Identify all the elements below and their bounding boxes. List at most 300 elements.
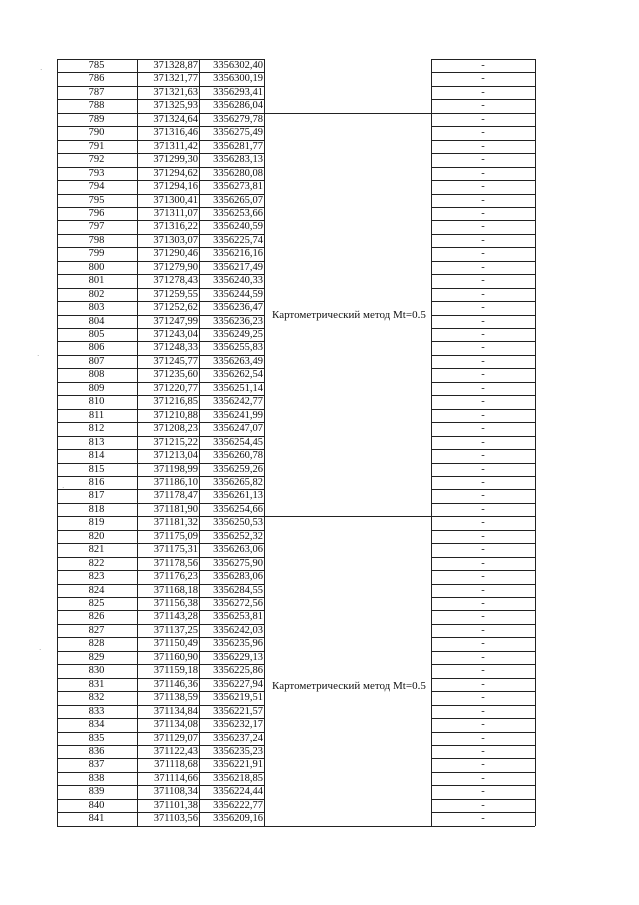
x-coordinate-cell: 371122,43 — [153, 745, 198, 757]
row-divider-line — [57, 86, 264, 87]
x-coordinate-cell: 371103,56 — [153, 813, 198, 825]
row-divider-line — [57, 799, 264, 800]
row-divider-line — [431, 476, 535, 477]
point-number-cell: 818 — [88, 503, 105, 515]
table-bottom-border — [264, 826, 431, 827]
row-divider-line — [57, 597, 264, 598]
point-number-cell: 819 — [88, 517, 105, 529]
note-cell: - — [481, 503, 485, 515]
row-divider-line — [431, 463, 535, 464]
y-coordinate-cell: 3356229,13 — [213, 651, 263, 663]
row-divider-line — [431, 86, 535, 87]
y-coordinate-cell: 3356240,59 — [213, 221, 263, 233]
x-coordinate-cell: 371181,90 — [153, 503, 198, 515]
note-cell: - — [481, 557, 485, 569]
y-coordinate-cell: 3356263,06 — [213, 544, 263, 556]
point-number-cell: 794 — [88, 181, 105, 193]
note-cell: - — [481, 624, 485, 636]
y-coordinate-cell: 3356224,44 — [213, 786, 263, 798]
x-coordinate-cell: 371311,42 — [153, 140, 198, 152]
point-number-cell: 788 — [88, 100, 105, 112]
row-divider-line — [431, 503, 535, 504]
scan-speck: · — [37, 352, 40, 360]
row-divider-line — [57, 610, 264, 611]
row-divider-line — [431, 570, 535, 571]
note-cell: - — [481, 799, 485, 811]
note-cell: - — [481, 544, 485, 556]
x-coordinate-cell: 371321,63 — [153, 86, 198, 98]
note-cell: - — [481, 181, 485, 193]
row-divider-line — [57, 543, 264, 544]
row-divider-line — [431, 153, 535, 154]
point-number-cell: 833 — [88, 705, 105, 717]
x-coordinate-cell: 371215,22 — [153, 436, 198, 448]
column-divider-line — [535, 59, 536, 826]
row-divider-line — [57, 826, 264, 827]
point-number-cell: 827 — [88, 624, 105, 636]
note-cell: - — [481, 154, 485, 166]
point-number-cell: 834 — [88, 719, 105, 731]
note-cell: - — [481, 813, 485, 825]
row-divider-line — [57, 530, 264, 531]
row-divider-line — [57, 167, 264, 168]
scan-speck: · — [40, 66, 43, 74]
point-number-cell: 789 — [88, 113, 105, 125]
y-coordinate-cell: 3356225,74 — [213, 234, 263, 246]
group-separator-line — [264, 113, 431, 114]
note-cell: - — [481, 261, 485, 273]
y-coordinate-cell: 3356250,53 — [213, 517, 263, 529]
x-coordinate-cell: 371159,18 — [153, 665, 198, 677]
row-divider-line — [57, 732, 264, 733]
row-divider-line — [431, 745, 535, 746]
point-number-cell: 835 — [88, 732, 105, 744]
row-divider-line — [57, 557, 264, 558]
y-coordinate-cell: 3356281,77 — [213, 140, 263, 152]
row-divider-line — [57, 382, 264, 383]
y-coordinate-cell: 3356227,94 — [213, 678, 263, 690]
y-coordinate-cell: 3356263,49 — [213, 355, 263, 367]
point-number-cell: 790 — [88, 127, 105, 139]
point-number-cell: 813 — [88, 436, 105, 448]
point-number-cell: 831 — [88, 678, 105, 690]
row-divider-line — [57, 422, 264, 423]
note-cell: - — [481, 517, 485, 529]
note-cell: - — [481, 355, 485, 367]
row-divider-line — [431, 395, 535, 396]
x-coordinate-cell: 371129,07 — [153, 732, 198, 744]
row-divider-line — [431, 637, 535, 638]
note-cell: - — [481, 207, 485, 219]
x-coordinate-cell: 371146,36 — [153, 678, 198, 690]
row-divider-line — [431, 584, 535, 585]
row-divider-line — [57, 368, 264, 369]
note-cell: - — [481, 611, 485, 623]
row-divider-line — [57, 409, 264, 410]
point-number-cell: 810 — [88, 396, 105, 408]
y-coordinate-cell: 3356265,07 — [213, 194, 263, 206]
y-coordinate-cell: 3356217,49 — [213, 261, 263, 273]
point-number-cell: 821 — [88, 544, 105, 556]
x-coordinate-cell: 371156,38 — [153, 598, 198, 609]
y-coordinate-cell: 3356242,77 — [213, 396, 263, 408]
x-coordinate-cell: 371248,33 — [153, 342, 198, 354]
row-divider-line — [431, 812, 535, 813]
note-cell: - — [481, 329, 485, 340]
y-coordinate-cell: 3356242,03 — [213, 624, 263, 636]
y-coordinate-cell: 3356273,81 — [213, 181, 263, 193]
point-number-cell: 808 — [88, 369, 105, 381]
note-cell: - — [481, 450, 485, 462]
x-coordinate-cell: 371278,43 — [153, 275, 198, 287]
row-divider-line — [431, 422, 535, 423]
note-cell: - — [481, 288, 485, 300]
row-divider-line — [431, 382, 535, 383]
row-divider-line — [431, 530, 535, 531]
row-divider-line — [431, 207, 535, 208]
y-coordinate-cell: 3356284,55 — [213, 584, 263, 596]
point-number-cell: 841 — [88, 813, 105, 825]
y-coordinate-cell: 3356283,13 — [213, 154, 263, 166]
note-cell: - — [481, 584, 485, 596]
x-coordinate-cell: 371108,34 — [153, 786, 198, 798]
y-coordinate-cell: 3356260,78 — [213, 450, 263, 462]
row-divider-line — [57, 301, 264, 302]
row-divider-line — [431, 140, 535, 141]
note-cell: - — [481, 127, 485, 139]
point-number-cell: 800 — [88, 261, 105, 273]
x-coordinate-cell: 371101,38 — [153, 799, 198, 811]
note-cell: - — [481, 719, 485, 731]
row-divider-line — [431, 705, 535, 706]
row-divider-line — [431, 691, 535, 692]
note-cell: - — [481, 234, 485, 246]
point-number-cell: 791 — [88, 140, 105, 152]
point-number-cell: 805 — [88, 329, 105, 340]
note-cell: - — [481, 342, 485, 354]
row-divider-line — [431, 557, 535, 558]
y-coordinate-cell: 3356236,23 — [213, 315, 263, 327]
scan-speck: · — [62, 484, 65, 492]
row-divider-line — [57, 436, 264, 437]
point-number-cell: 795 — [88, 194, 105, 206]
row-divider-line — [57, 207, 264, 208]
x-coordinate-cell: 371245,77 — [153, 355, 198, 367]
column-divider-line — [199, 59, 200, 826]
row-divider-line — [431, 341, 535, 342]
y-coordinate-cell: 3356216,16 — [213, 248, 263, 260]
point-number-cell: 825 — [88, 598, 105, 609]
y-coordinate-cell: 3356255,83 — [213, 342, 263, 354]
x-coordinate-cell: 371186,10 — [153, 476, 198, 488]
column-divider-line — [431, 59, 432, 826]
point-number-cell: 792 — [88, 154, 105, 166]
row-divider-line — [57, 126, 264, 127]
point-number-cell: 801 — [88, 275, 105, 287]
point-number-cell: 826 — [88, 611, 105, 623]
column-divider-line — [57, 59, 58, 826]
row-divider-line — [431, 315, 535, 316]
y-coordinate-cell: 3356254,66 — [213, 503, 263, 515]
note-cell: - — [481, 598, 485, 609]
y-coordinate-cell: 3356237,24 — [213, 732, 263, 744]
x-coordinate-cell: 371137,25 — [153, 624, 198, 636]
point-number-cell: 830 — [88, 665, 105, 677]
row-divider-line — [431, 194, 535, 195]
y-coordinate-cell: 3356272,56 — [213, 598, 263, 609]
point-number-cell: 824 — [88, 584, 105, 596]
x-coordinate-cell: 371294,16 — [153, 181, 198, 193]
row-divider-line — [431, 489, 535, 490]
row-divider-line — [57, 503, 264, 504]
row-divider-line — [431, 772, 535, 773]
group-separator-line — [264, 516, 431, 517]
y-coordinate-cell: 3356209,16 — [213, 813, 263, 825]
row-divider-line — [431, 651, 535, 652]
row-divider-line — [431, 288, 535, 289]
row-divider-line — [57, 705, 264, 706]
row-divider-line — [57, 812, 264, 813]
point-number-cell: 798 — [88, 234, 105, 246]
note-cell: - — [481, 692, 485, 704]
x-coordinate-cell: 371220,77 — [153, 382, 198, 394]
note-cell: - — [481, 409, 485, 421]
y-coordinate-cell: 3356249,25 — [213, 329, 263, 340]
y-coordinate-cell: 3356279,78 — [213, 113, 263, 125]
note-cell: - — [481, 786, 485, 798]
row-divider-line — [57, 341, 264, 342]
row-divider-line — [57, 516, 264, 517]
row-divider-line — [57, 745, 264, 746]
row-divider-line — [57, 489, 264, 490]
x-coordinate-cell: 371175,09 — [153, 530, 198, 542]
point-number-cell: 793 — [88, 167, 105, 179]
row-divider-line — [57, 624, 264, 625]
x-coordinate-cell: 371279,90 — [153, 261, 198, 273]
point-number-cell: 786 — [88, 73, 105, 85]
row-divider-line — [57, 315, 264, 316]
x-coordinate-cell: 371252,62 — [153, 302, 198, 314]
point-number-cell: 837 — [88, 759, 105, 771]
row-divider-line — [57, 328, 264, 329]
note-cell: - — [481, 678, 485, 690]
row-divider-line — [431, 72, 535, 73]
y-coordinate-cell: 3356261,13 — [213, 490, 263, 502]
row-divider-line — [431, 180, 535, 181]
y-coordinate-cell: 3356240,33 — [213, 275, 263, 287]
x-coordinate-cell: 371243,04 — [153, 329, 198, 340]
x-coordinate-cell: 371210,88 — [153, 409, 198, 421]
y-coordinate-cell: 3356265,82 — [213, 476, 263, 488]
x-coordinate-cell: 371299,30 — [153, 154, 198, 166]
row-divider-line — [57, 113, 264, 114]
row-divider-line — [431, 99, 535, 100]
x-coordinate-cell: 371176,23 — [153, 571, 198, 583]
row-divider-line — [57, 99, 264, 100]
row-divider-line — [431, 678, 535, 679]
note-cell: - — [481, 396, 485, 408]
note-cell: - — [481, 221, 485, 233]
point-number-cell: 823 — [88, 571, 105, 583]
note-cell: - — [481, 772, 485, 784]
x-coordinate-cell: 371143,28 — [153, 611, 198, 623]
note-cell: - — [481, 315, 485, 327]
y-coordinate-cell: 3356222,77 — [213, 799, 263, 811]
x-coordinate-cell: 371316,22 — [153, 221, 198, 233]
row-divider-line — [431, 826, 535, 827]
x-coordinate-cell: 371311,07 — [153, 207, 198, 219]
point-number-cell: 814 — [88, 450, 105, 462]
point-number-cell: 807 — [88, 355, 105, 367]
note-cell: - — [481, 490, 485, 502]
x-coordinate-cell: 371134,84 — [153, 705, 198, 717]
point-number-cell: 820 — [88, 530, 105, 542]
row-divider-line — [431, 610, 535, 611]
row-divider-line — [57, 449, 264, 450]
x-coordinate-cell: 371168,18 — [153, 584, 198, 596]
note-cell: - — [481, 476, 485, 488]
row-divider-line — [431, 597, 535, 598]
x-coordinate-cell: 371134,08 — [153, 719, 198, 731]
column-divider-line — [264, 59, 265, 826]
note-cell: - — [481, 140, 485, 152]
note-cell: - — [481, 705, 485, 717]
note-cell: - — [481, 113, 485, 125]
y-coordinate-cell: 3356247,07 — [213, 423, 263, 435]
point-number-cell: 804 — [88, 315, 105, 327]
y-coordinate-cell: 3356218,85 — [213, 772, 263, 784]
method-label-group-2: Картометрический метод Mt=0.5 — [272, 680, 426, 692]
point-number-cell: 822 — [88, 557, 105, 569]
x-coordinate-cell: 371138,59 — [153, 692, 198, 704]
point-number-cell: 806 — [88, 342, 105, 354]
row-divider-line — [57, 678, 264, 679]
note-cell: - — [481, 423, 485, 435]
row-divider-line — [431, 449, 535, 450]
row-divider-line — [431, 409, 535, 410]
y-coordinate-cell: 3356293,41 — [213, 86, 263, 98]
point-number-cell: 797 — [88, 221, 105, 233]
row-divider-line — [431, 167, 535, 168]
y-coordinate-cell: 3356253,81 — [213, 611, 263, 623]
note-cell: - — [481, 194, 485, 206]
point-number-cell: 803 — [88, 302, 105, 314]
row-divider-line — [57, 180, 264, 181]
x-coordinate-cell: 371160,90 — [153, 651, 198, 663]
y-coordinate-cell: 3356280,08 — [213, 167, 263, 179]
x-coordinate-cell: 371300,41 — [153, 194, 198, 206]
point-number-cell: 832 — [88, 692, 105, 704]
row-divider-line — [57, 72, 264, 73]
y-coordinate-cell: 3356275,90 — [213, 557, 263, 569]
row-divider-line — [431, 785, 535, 786]
column-divider-line — [137, 59, 138, 826]
y-coordinate-cell: 3356262,54 — [213, 369, 263, 381]
point-number-cell: 836 — [88, 745, 105, 757]
x-coordinate-cell: 371175,31 — [153, 544, 198, 556]
row-divider-line — [57, 637, 264, 638]
row-divider-line — [431, 664, 535, 665]
row-divider-line — [57, 247, 264, 248]
row-divider-line — [57, 194, 264, 195]
y-coordinate-cell: 3356225,86 — [213, 665, 263, 677]
row-divider-line — [57, 785, 264, 786]
row-divider-line — [431, 732, 535, 733]
point-number-cell: 796 — [88, 207, 105, 219]
row-divider-line — [57, 395, 264, 396]
row-divider-line — [57, 758, 264, 759]
row-divider-line — [57, 718, 264, 719]
point-number-cell: 811 — [88, 409, 105, 421]
point-number-cell: 812 — [88, 423, 105, 435]
row-divider-line — [57, 570, 264, 571]
row-divider-line — [57, 355, 264, 356]
y-coordinate-cell: 3356252,32 — [213, 530, 263, 542]
x-coordinate-cell: 371208,23 — [153, 423, 198, 435]
point-number-cell: 816 — [88, 476, 105, 488]
x-coordinate-cell: 371259,55 — [153, 288, 198, 300]
row-divider-line — [57, 584, 264, 585]
row-divider-line — [431, 328, 535, 329]
row-divider-line — [57, 140, 264, 141]
y-coordinate-cell: 3356235,96 — [213, 638, 263, 650]
x-coordinate-cell: 371328,87 — [153, 60, 198, 71]
row-divider-line — [431, 234, 535, 235]
x-coordinate-cell: 371213,04 — [153, 450, 198, 462]
point-number-cell: 799 — [88, 248, 105, 260]
x-coordinate-cell: 371294,62 — [153, 167, 198, 179]
y-coordinate-cell: 3356232,17 — [213, 719, 263, 731]
note-cell: - — [481, 638, 485, 650]
row-divider-line — [431, 247, 535, 248]
y-coordinate-cell: 3356254,45 — [213, 436, 263, 448]
row-divider-line — [431, 799, 535, 800]
x-coordinate-cell: 371150,49 — [153, 638, 198, 650]
row-divider-line — [57, 234, 264, 235]
x-coordinate-cell: 371290,46 — [153, 248, 198, 260]
x-coordinate-cell: 371303,07 — [153, 234, 198, 246]
row-divider-line — [431, 355, 535, 356]
row-divider-line — [57, 476, 264, 477]
row-divider-line — [431, 758, 535, 759]
point-number-cell: 787 — [88, 86, 105, 98]
y-coordinate-cell: 3356283,06 — [213, 571, 263, 583]
row-divider-line — [431, 301, 535, 302]
row-divider-line — [431, 624, 535, 625]
point-number-cell: 839 — [88, 786, 105, 798]
note-cell: - — [481, 745, 485, 757]
row-divider-line — [431, 368, 535, 369]
note-cell: - — [481, 732, 485, 744]
y-coordinate-cell: 3356241,99 — [213, 409, 263, 421]
x-coordinate-cell: 371247,99 — [153, 315, 198, 327]
x-coordinate-cell: 371181,32 — [153, 517, 198, 529]
x-coordinate-cell: 371325,93 — [153, 100, 198, 112]
row-divider-line — [431, 718, 535, 719]
x-coordinate-cell: 371114,66 — [154, 772, 198, 784]
note-cell: - — [481, 275, 485, 287]
point-number-cell: 838 — [88, 772, 105, 784]
x-coordinate-cell: 371178,47 — [153, 490, 198, 502]
x-coordinate-cell: 371321,77 — [153, 73, 198, 85]
x-coordinate-cell: 371324,64 — [153, 113, 198, 125]
note-cell: - — [481, 100, 485, 112]
y-coordinate-cell: 3356219,51 — [213, 692, 263, 704]
y-coordinate-cell: 3356221,91 — [213, 759, 263, 771]
point-number-cell: 809 — [88, 382, 105, 394]
y-coordinate-cell: 3356251,14 — [213, 382, 263, 394]
note-cell: - — [481, 759, 485, 771]
